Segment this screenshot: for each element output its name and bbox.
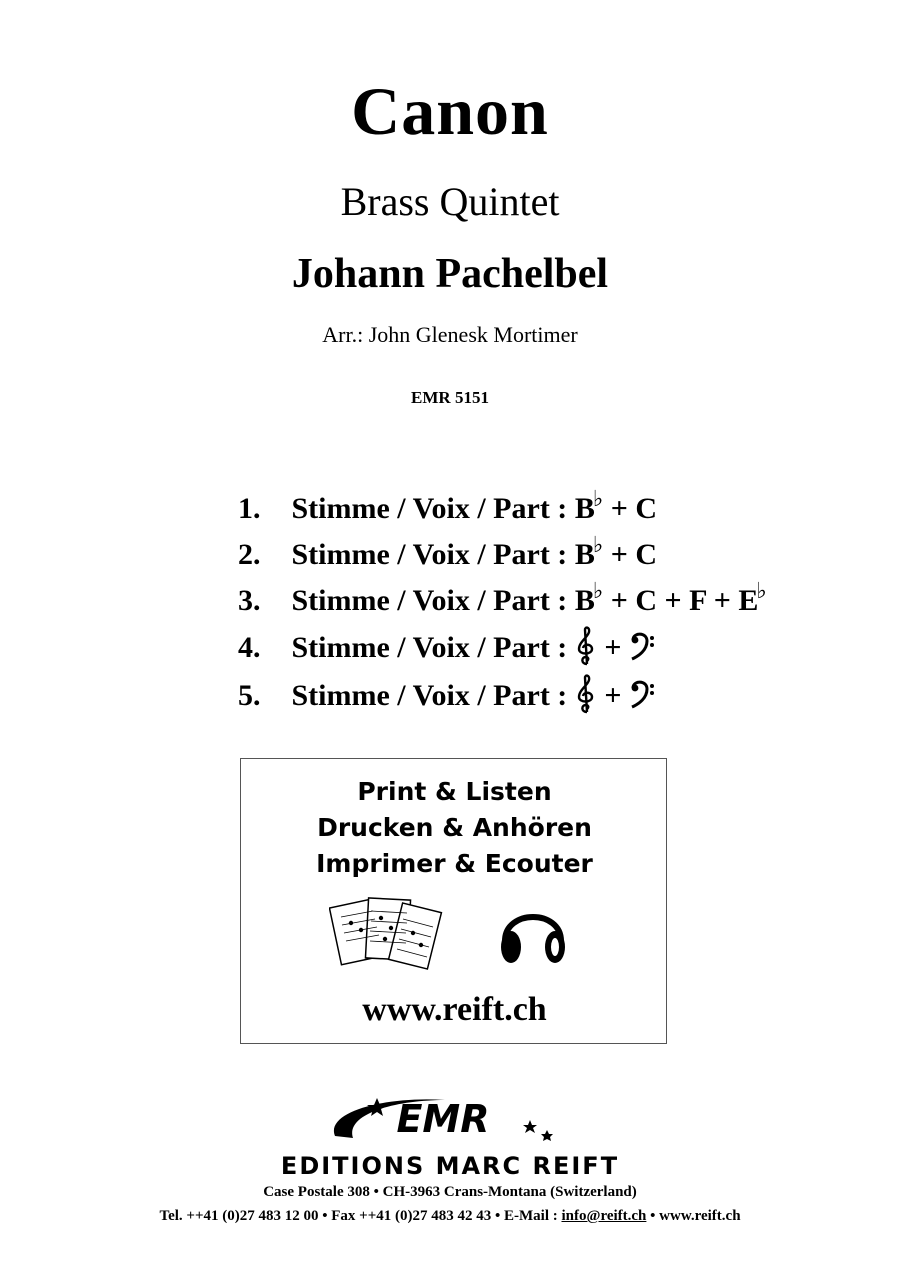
score-title: Canon bbox=[351, 73, 549, 149]
print-listen-box bbox=[240, 758, 667, 1044]
plus-sign: + bbox=[604, 630, 622, 664]
part-number: 5. bbox=[238, 678, 261, 712]
arranger-credit: Arr.: John Glenesk Mortimer bbox=[322, 322, 578, 347]
contact-phone-fax: Tel. ++41 (0)27 483 12 00 • Fax ++41 (0)27 483 42 43 • E-Mail : bbox=[159, 1208, 562, 1224]
promo-line-english: Print & Listen bbox=[357, 777, 552, 806]
part-label: Stimme / Voix / Part : bbox=[291, 538, 568, 571]
part-label: Stimme / Voix / Part : bbox=[291, 492, 568, 525]
composer-name: Johann Pachelbel bbox=[291, 251, 609, 297]
ensemble-subtitle: Brass Quintet bbox=[340, 179, 560, 224]
part-keys: B♭ + C bbox=[574, 486, 657, 525]
treble-clef-icon bbox=[575, 674, 597, 722]
part-row-2 bbox=[238, 532, 657, 576]
part-row-5 bbox=[238, 674, 655, 718]
part-row-1 bbox=[238, 486, 657, 530]
part-number: 2. bbox=[238, 538, 261, 571]
sheet-music-icon bbox=[329, 893, 449, 978]
promo-website[interactable]: www.reift.ch bbox=[362, 991, 547, 1028]
part-number: 1. bbox=[238, 492, 261, 525]
part-number: 3. bbox=[238, 584, 261, 617]
catalog-number: EMR 5151 bbox=[411, 388, 489, 407]
emr-logo-text: EMR bbox=[396, 1097, 490, 1141]
contact-email-link[interactable]: info@reift.ch bbox=[561, 1208, 647, 1224]
contact-website[interactable]: • www.reift.ch bbox=[646, 1208, 741, 1224]
publisher-name: EDITIONS MARC REIFT bbox=[280, 1152, 620, 1180]
part-number: 4. bbox=[238, 630, 261, 664]
part-label: Stimme / Voix / Part : bbox=[291, 678, 568, 712]
publisher-address: Case Postale 308 • CH-3963 Crans-Montana (Switzerland) bbox=[263, 1184, 637, 1200]
plus-sign: + bbox=[604, 678, 622, 712]
promo-line-french: Imprimer & Ecouter bbox=[316, 849, 593, 878]
bass-clef-icon bbox=[629, 630, 655, 670]
part-keys: B♭ + C bbox=[574, 532, 657, 571]
treble-clef-icon bbox=[575, 626, 597, 674]
part-row-4 bbox=[238, 626, 655, 670]
bass-clef-icon bbox=[629, 678, 655, 718]
headphones-icon bbox=[497, 895, 569, 976]
promo-line-german: Drucken & Anhören bbox=[317, 813, 592, 842]
part-label: Stimme / Voix / Part : bbox=[291, 630, 568, 664]
part-row-3 bbox=[238, 578, 767, 622]
emr-logo bbox=[325, 1092, 560, 1157]
publisher-contact bbox=[0, 1208, 900, 1225]
part-keys: B♭ + C + F + E♭ bbox=[574, 578, 767, 617]
part-label: Stimme / Voix / Part : bbox=[291, 584, 568, 617]
